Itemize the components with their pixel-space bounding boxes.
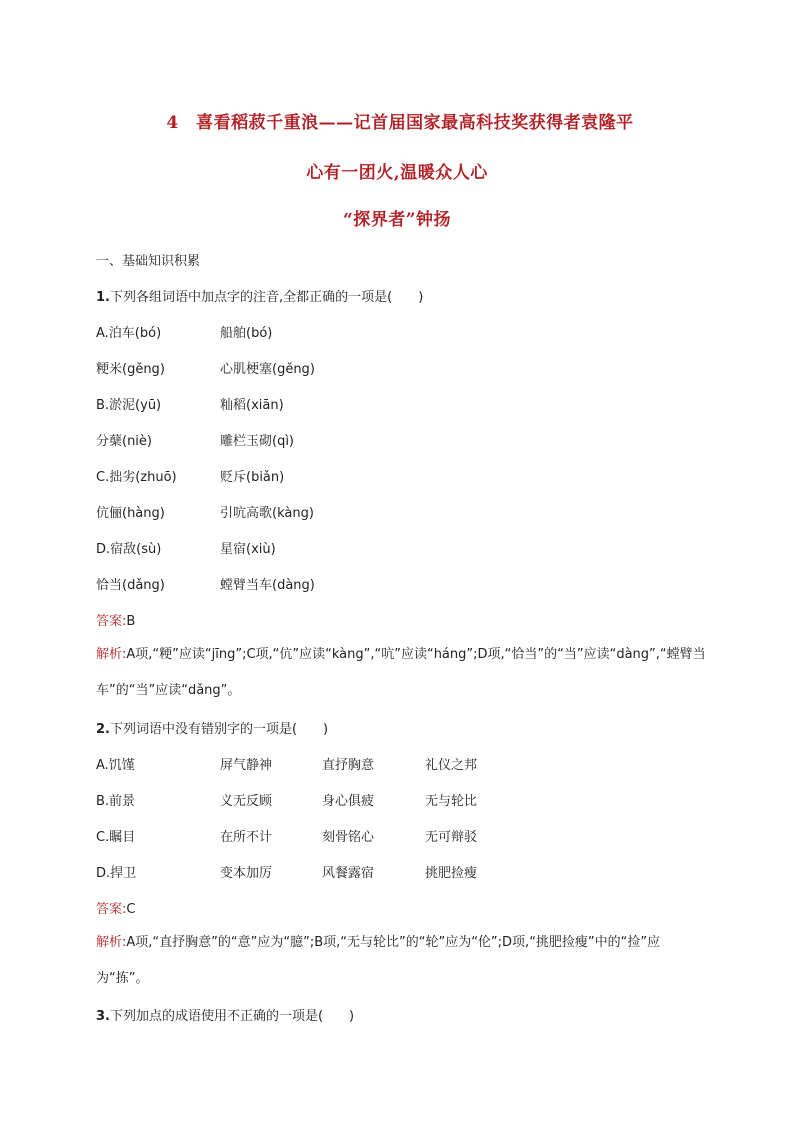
option-cell: 船舶(bó) xyxy=(220,326,273,341)
option-cell: 直抒胸意 xyxy=(322,758,375,773)
option-cell: 身心俱疲 xyxy=(322,794,375,809)
option-cell: C.瞩目 xyxy=(96,830,136,845)
option-cell: 风餐露宿 xyxy=(322,866,375,881)
question-stem: 下列词语中没有错别字的一项是( ) xyxy=(109,722,329,737)
answer-value: B xyxy=(126,614,136,629)
answer-label: 答案: xyxy=(96,902,127,917)
analysis-2 xyxy=(96,925,706,997)
option-cell: 无可辩驳 xyxy=(425,830,478,845)
subtitle-article-3: “探界者”钟扬 xyxy=(342,210,452,230)
option-cell: A.泊车(bó) xyxy=(96,326,162,341)
option-cell: 雕栏玉砌(qì) xyxy=(220,434,295,449)
option-cell: 心肌梗塞(gěng) xyxy=(220,362,315,377)
option-cell: 分蘖(niè) xyxy=(96,434,152,449)
question-stem: 下列加点的成语使用不正确的一项是( ) xyxy=(109,1009,355,1024)
analysis-label: 解析: xyxy=(96,935,127,950)
option-cell: 恰当(dǎng) xyxy=(96,578,165,593)
option-cell: D.捍卫 xyxy=(96,866,137,881)
option-cell: D.宿敌(sù) xyxy=(96,542,162,557)
subtitle-article-2: 心有一团火,温暖众人心 xyxy=(306,163,488,183)
option-cell: 粳米(gěng) xyxy=(96,362,165,377)
option-cell: 引吭高歌(kàng) xyxy=(220,506,314,521)
section-heading: 一、基础知识积累 xyxy=(96,254,201,269)
question-1 xyxy=(96,286,423,305)
option-cell: 变本加厉 xyxy=(220,866,273,881)
option-cell: B.前景 xyxy=(96,794,136,809)
answer-label: 答案: xyxy=(96,614,127,629)
option-cell: 无与轮比 xyxy=(425,794,478,809)
option-cell: 刻骨铭心 xyxy=(322,830,375,845)
option-cell: 挑肥捡瘦 xyxy=(425,866,478,881)
answer-2 xyxy=(96,898,135,917)
option-cell: C.拙劣(zhuō) xyxy=(96,470,177,485)
analysis-text: A项,“粳”应读“jīng”;C项,“伉”应读“kàng”,“吭”应读“háng”;D项,“恰当”的“当”应读“dàng”,“螳臂当车”的“当”应读“dǎng”。 xyxy=(96,647,706,698)
lesson-title: 4 喜看稻菽千重浪——记首届国家最高科技奖获得者袁隆平 xyxy=(166,113,634,133)
answer-1 xyxy=(96,610,135,629)
analysis-1 xyxy=(96,637,706,709)
option-cell: A.饥馑 xyxy=(96,758,135,773)
option-cell: 在所不计 xyxy=(220,830,273,845)
analysis-text: A项,“直抒胸意”的“意”应为“臆”;B项,“无与轮比”的“轮”应为“伦”;D项,“挑肥捡瘦”中的“捡”应为“拣”。 xyxy=(96,935,661,986)
question-number: 3. xyxy=(96,1009,110,1024)
question-2 xyxy=(96,718,328,737)
question-number: 1. xyxy=(96,290,110,305)
option-cell: B.淤泥(yū) xyxy=(96,398,162,413)
option-cell: 籼稻(xiān) xyxy=(220,398,284,413)
option-cell: 伉俪(hàng) xyxy=(96,506,165,521)
answer-value: C xyxy=(126,902,136,917)
option-cell: 螳臂当车(dàng) xyxy=(220,578,315,593)
question-3 xyxy=(96,1005,354,1024)
question-stem: 下列各组词语中加点字的注音,全都正确的一项是( ) xyxy=(109,290,424,305)
option-cell: 义无反顾 xyxy=(220,794,273,809)
option-cell: 贬斥(biǎn) xyxy=(220,470,285,485)
option-cell: 礼仪之邦 xyxy=(425,758,478,773)
option-cell: 屏气静神 xyxy=(220,758,273,773)
analysis-label: 解析: xyxy=(96,647,127,662)
option-cell: 星宿(xiù) xyxy=(220,542,276,557)
question-number: 2. xyxy=(96,722,110,737)
